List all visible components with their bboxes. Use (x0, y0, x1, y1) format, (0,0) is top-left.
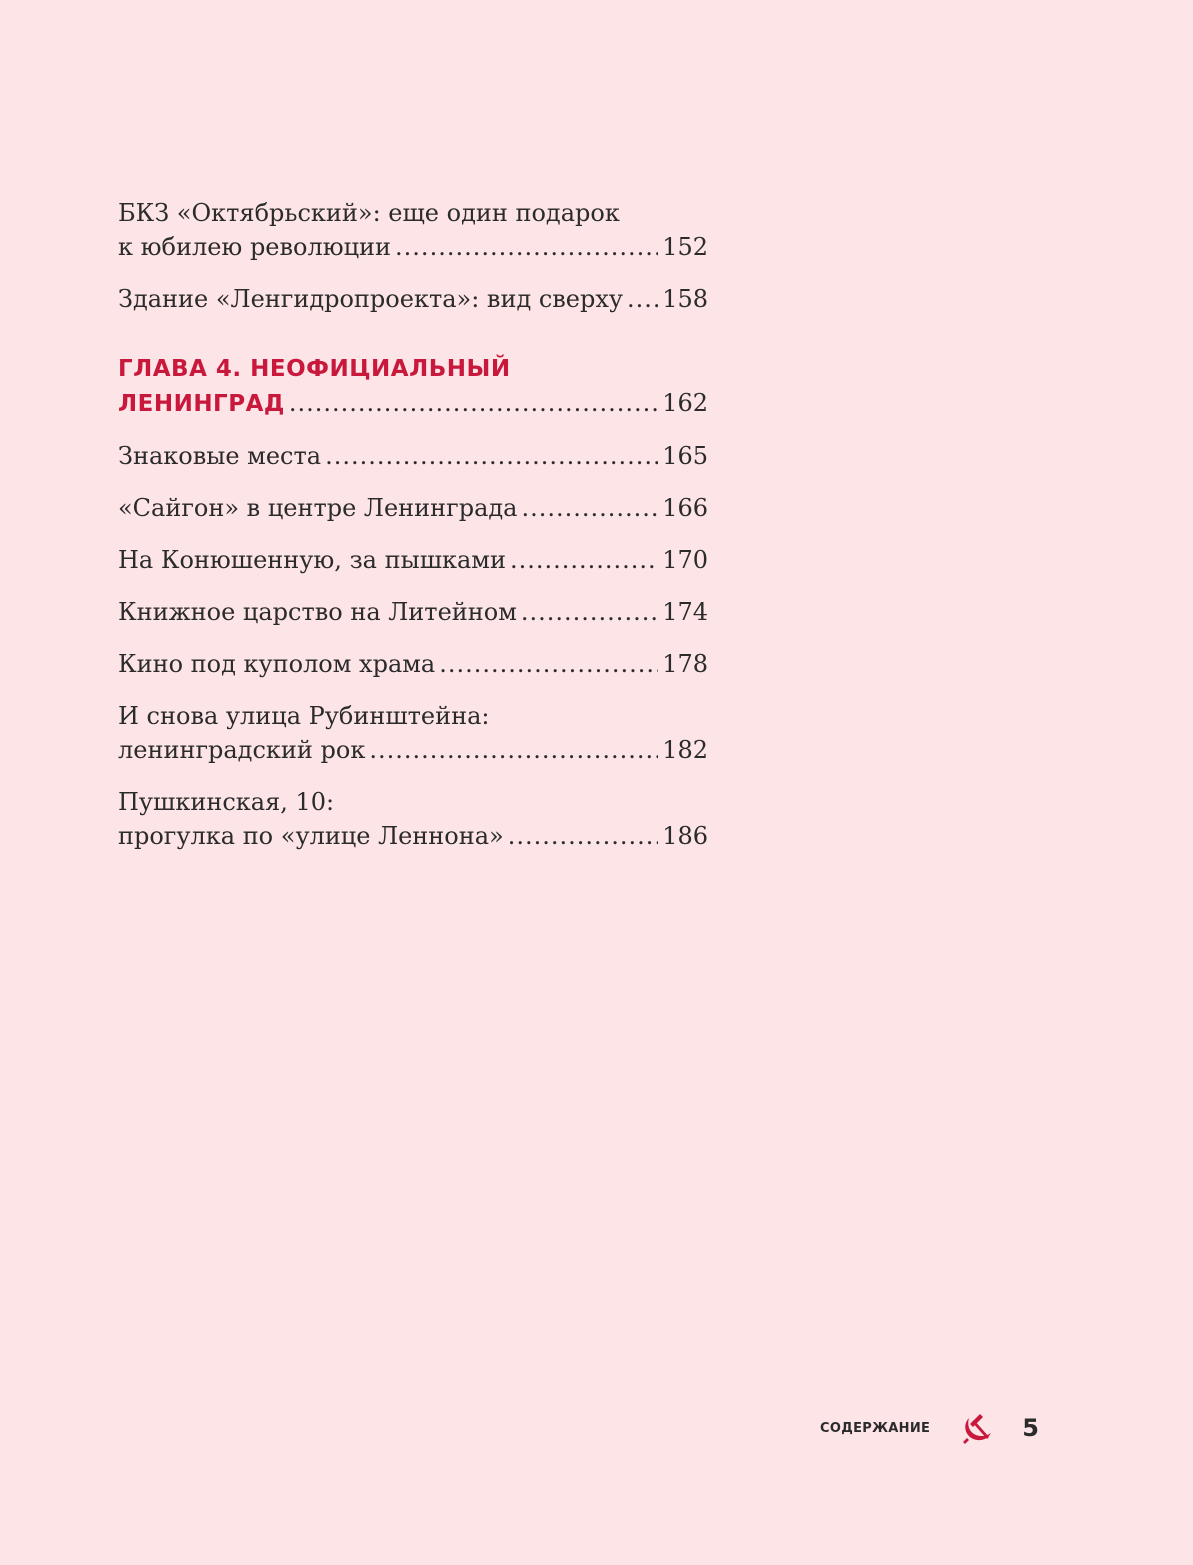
leader-dots (627, 282, 658, 316)
toc-entry-row (118, 386, 708, 421)
leader-dots (521, 595, 658, 629)
toc-entry-title: прогулка по «улице Леннона» (118, 822, 504, 850)
leader-dots (510, 543, 658, 577)
toc-entry-page: 186 (662, 822, 708, 850)
toc-entry-row (118, 543, 708, 577)
leader-dots (395, 230, 658, 264)
toc-entry-page: 165 (662, 442, 708, 470)
toc-entry-page: 178 (662, 650, 708, 678)
toc-entry-page: 166 (662, 494, 708, 522)
toc-entry-title: «Сайгон» в центре Ленинграда (118, 494, 518, 522)
toc-entry[interactable] (118, 785, 708, 853)
leader-dots (289, 386, 658, 420)
section-label: СОДЕРЖАНИЕ (820, 1420, 931, 1436)
toc-entry-page: 162 (662, 389, 708, 417)
toc-entry-title: На Конюшенную, за пышками (118, 546, 506, 574)
toc-entry-row (118, 733, 708, 767)
leader-dots (325, 439, 658, 473)
leader-dots (508, 819, 658, 853)
toc-entry-row (118, 647, 708, 681)
leader-dots (369, 733, 658, 767)
toc-entry[interactable] (118, 543, 708, 577)
toc-entry-title: Знаковые места (118, 442, 322, 470)
toc-entry[interactable] (118, 491, 708, 525)
toc-entry-row (118, 282, 708, 316)
toc-entry-title: Кино под куполом храма (118, 650, 436, 678)
toc-entry[interactable] (118, 282, 708, 316)
toc-entry-title: Здание «Ленгидропроекта»: вид сверху (118, 285, 624, 313)
page-number: 5 (1022, 1414, 1039, 1442)
toc-entry-page: 174 (662, 598, 708, 626)
chapter-title-line: ГЛАВА 4. НЕОФИЦИАЛЬНЫЙ (118, 356, 511, 382)
toc-entry-title: к юбилею революции (118, 233, 392, 261)
toc-entry-row (118, 230, 708, 264)
page-footer (800, 1408, 1039, 1448)
toc-entry[interactable] (118, 647, 708, 681)
toc-entry-page: 158 (662, 285, 708, 313)
toc-entry-row (118, 439, 708, 473)
toc-entry-row (118, 595, 708, 629)
toc-entry[interactable] (118, 439, 708, 473)
table-of-contents (118, 196, 708, 871)
leader-dots (439, 647, 658, 681)
toc-chapter-heading[interactable] (118, 352, 708, 421)
toc-entry-title-line: БКЗ «Октябрьский»: еще один подарок (118, 199, 620, 227)
hammer-and-sickle-icon (960, 1411, 994, 1445)
leader-dots (521, 491, 658, 525)
toc-entry[interactable] (118, 699, 708, 767)
toc-entry[interactable] (118, 196, 708, 264)
toc-entry-row (118, 819, 708, 853)
toc-entry[interactable] (118, 595, 708, 629)
toc-entry-page: 182 (662, 736, 708, 764)
toc-entry-title: ленинградский рок (118, 736, 366, 764)
chapter-title: ЛЕНИНГРАД (118, 391, 285, 417)
toc-entry-title-line: Пушкинская, 10: (118, 788, 335, 816)
toc-entry-title-line: И снова улица Рубинштейна: (118, 702, 490, 730)
toc-entry-row (118, 491, 708, 525)
toc-entry-title: Книжное царство на Литейном (118, 598, 517, 626)
toc-entry-page: 170 (662, 546, 708, 574)
toc-entry-page: 152 (662, 233, 708, 261)
